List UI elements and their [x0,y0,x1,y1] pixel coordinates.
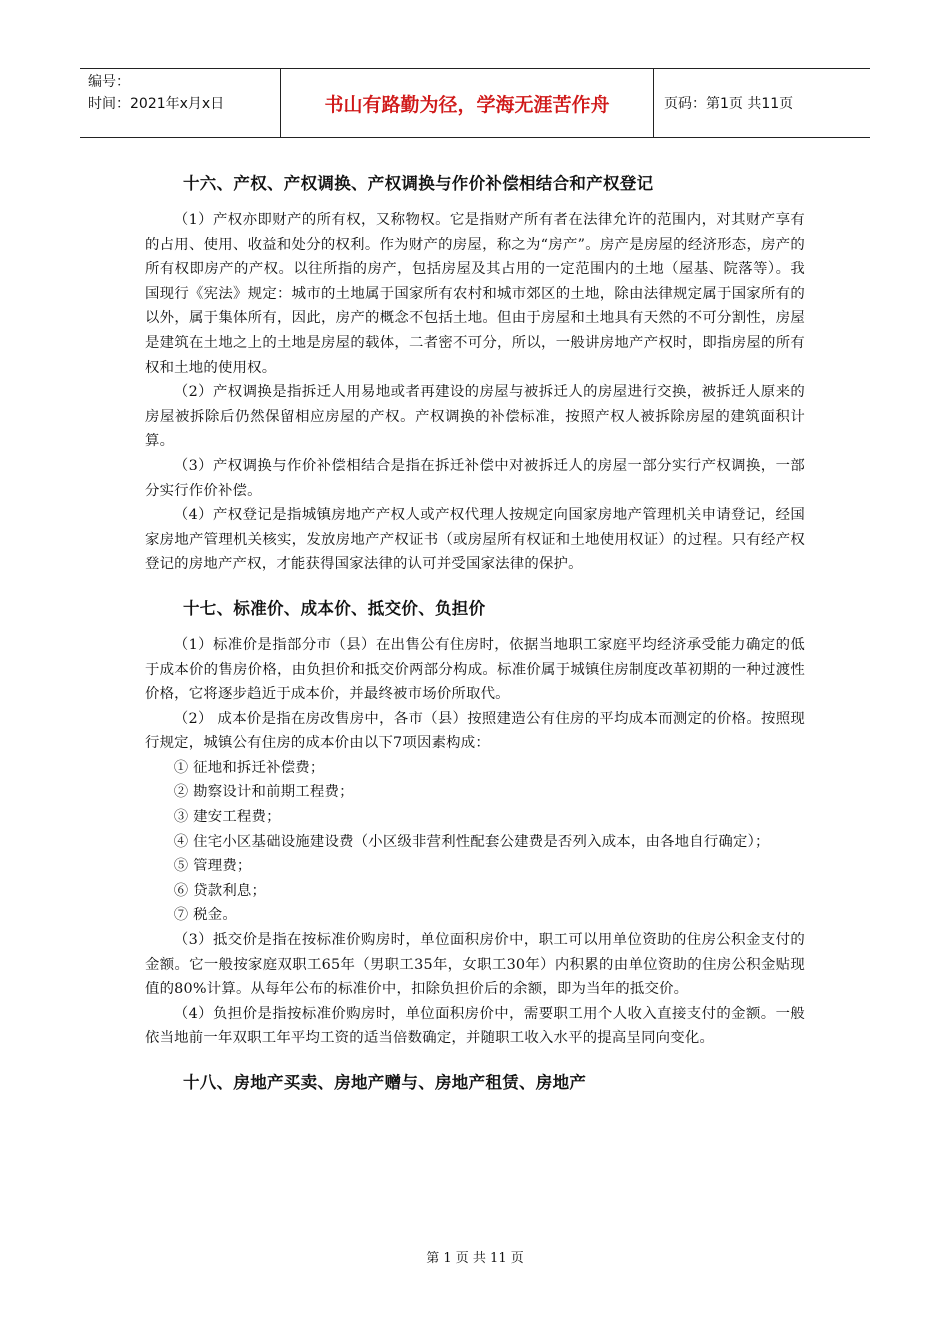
paragraph: （2）产权调换是指拆迁人用易地或者再建设的房屋与被拆迁人的房屋进行交换，被拆迁人原来的房屋被拆除后仍然保留相应房屋的产权。产权调换的补偿标准，按照产权人被拆除房屋的建筑面积计算。 [145,384,805,450]
paragraph: （3）抵交价是指在按标准价购房时，单位面积房价中，职工可以用单位资助的住房公积金支付的金额。它一般按家庭双职工65年（男职工35年，女职工30年）内积累的由单位资助的住房公积金贴现值的80%计算。从每年公布的标准价中，扣除负担价后的余额，即为当年的抵交价。 [145,932,805,998]
header-page-number: 页码：第1页 共11页 [664,96,794,112]
document-header [80,68,870,138]
list-item: ⑤ 管理费； [173,858,252,875]
page-footer: 第 1 页 共 11 页 [426,1251,524,1266]
section-heading: 十八、房地产买卖、房地产赠与、房地产租赁、房地产 [183,1073,587,1092]
section-heading: 十六、产权、产权调换、产权调换与作价补偿相结合和产权登记 [183,174,654,193]
paragraph: （1）标准价是指部分市（县）在出售公有住房时，依据当地职工家庭平均经济承受能力确定的低于成本价的售房价格，由负担价和抵交价两部分构成。标准价属于城镇住房制度改革初期的一种过渡性价格，它将逐步趋近于成本价，并最终被市场价所取代。 [145,636,805,703]
section-heading: 十七、标准价、成本价、抵交价、负担价 [183,598,486,618]
paragraph: （1）产权亦即财产的所有权，又称物权。它是指财产所有者在法律允许的范围内，对其财产享有的占用、使用、收益和处分的权利。作为财产的房屋，称之为“房产”。房产是房屋的经济形态，房产的所有权即房产的产权。以往所指的房产，包括房屋及其占用的一定范围内的土地（屋基、院落等）。我国现行《宪法》规定：城市的土地属于国家所有农村和城市郊区的土地，除由法律规定属于国家所有的以外，属于集体所有，因此，房产的概念不包括土地。但由于房屋和土地具有天然的不可分割性，房屋是建筑在土地之上的土地是房屋的载体，二者密不可分，所以，一般讲房地产产权时，即指房屋的所有权和土地的使用权。 [145,212,805,376]
list-item: ③ 建安工程费； [173,809,281,826]
list-item: ⑥ 贷款利息； [173,882,267,899]
list-item: ② 勘察设计和前期工程费； [173,784,354,801]
paragraph: （4）负担价是指按标准价购房时，单位面积房价中，需要职工用个人收入直接支付的金额。一般依当地前一年双职工年平均工资的适当倍数确定，并随职工收入水平的提高呈同向变化。 [145,1005,805,1047]
document-date-label: 时间：2021年x月x日 [88,96,225,112]
paragraph: （2） 成本价是指在房改售房中，各市（县）按照建造公有住房的平均成本而测定的价格。按照现行规定，城镇公有住房的成本价由以下7项因素构成： [145,710,805,752]
document-number-label: 编号： [88,74,130,90]
paragraph: （4）产权登记是指城镇房地产产权人或产权代理人按规定向国家房地产管理机关申请登记，经国家房地产管理机关核实，发放房地产产权证书（或房屋所有权证和土地使用权证）的过程。只有经产权登记的房地产产权，才能获得国家法律的认可并受国家法律的保护。 [145,507,805,573]
header-meta [80,69,280,137]
list-item: ④ 住宅小区基础设施建设费（小区级非营利性配套公建费是否列入成本，由各地自行确定）； [173,833,770,850]
document-body [145,170,805,1097]
header-motto: 书山有路勤为径，学海无涯苦作舟 [280,69,654,137]
list-item: ① 征地和拆迁补偿费； [173,759,325,776]
list-item: ⑦ 税金。 [173,907,237,924]
paragraph: （3）产权调换与作价补偿相结合是指在拆迁补偿中对被拆迁人的房屋一部分实行产权调换，一部分实行作价补偿。 [145,457,805,499]
